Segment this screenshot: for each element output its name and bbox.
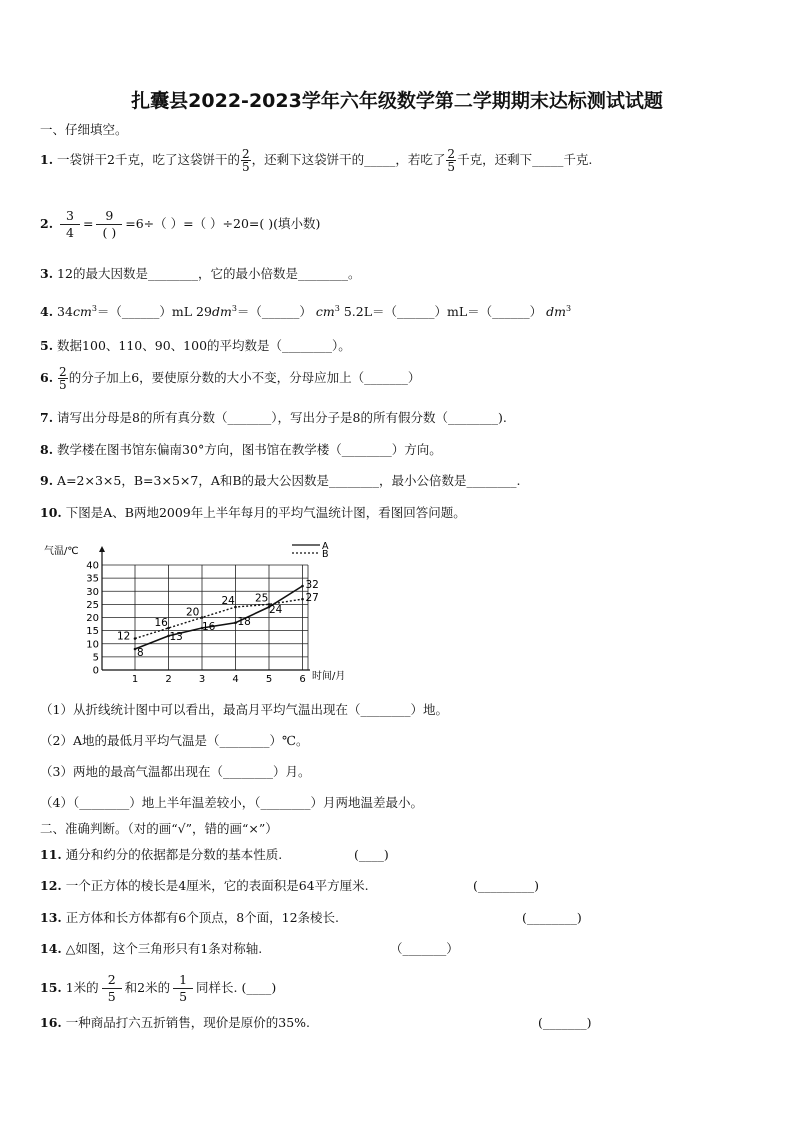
question-text: A=2×3×5，B=3×5×7，A和B的最大公因数是________，最小公倍数是________. <box>57 473 521 488</box>
exponent: 3 <box>231 304 237 313</box>
data-label-B: 24 <box>221 595 235 607</box>
unit-cm: cm <box>315 304 335 320</box>
fraction: $\frac{2}{5}$ <box>242 147 250 174</box>
question-number: 2. <box>40 216 54 231</box>
data-label-B: 20 <box>186 606 200 619</box>
y-axis-label: 气温/℃ <box>44 546 79 557</box>
data-point-B <box>134 637 137 640</box>
unit-cm: cm <box>72 304 92 320</box>
y-tick-label: 0 <box>92 665 99 677</box>
y-tick-label: 30 <box>86 586 99 598</box>
data-label-B: 27 <box>305 592 319 605</box>
question-number: 16. <box>40 1015 62 1030</box>
question-text: 通分和约分的依据都是分数的基本性质. <box>65 847 283 862</box>
exponent: 3 <box>91 304 97 313</box>
question-15 <box>40 972 276 1005</box>
question-number: 7. <box>40 410 54 425</box>
data-point-A <box>234 621 237 624</box>
question-9 <box>40 473 521 489</box>
legend-label-B: B <box>322 549 329 560</box>
x-tick-label: 6 <box>299 674 306 685</box>
data-label-A: 8 <box>137 647 144 659</box>
answer-blank[interactable]: (_______) <box>538 1015 592 1030</box>
question-4 <box>40 301 571 320</box>
data-point-A <box>301 585 304 588</box>
question-11 <box>40 847 282 863</box>
question-number: 12. <box>40 878 62 893</box>
question-10-sub-4: （4）（________）地上半年温差较小，（________）月两地温差最小。 <box>40 795 423 810</box>
question-text: 教学楼在图书馆东偏南30°方向，图书馆在教学楼（________）方向。 <box>57 442 442 457</box>
question-2 <box>40 208 320 241</box>
y-axis-arrow <box>99 546 105 552</box>
question-14 <box>40 941 262 957</box>
fraction: $\frac{3}{4}$ <box>60 208 80 241</box>
data-label-A: 18 <box>237 615 251 628</box>
question-number: 15. <box>40 980 62 995</box>
question-text: 同样长. (____) <box>196 980 277 995</box>
question-text: ＝（______） <box>236 304 312 320</box>
y-tick-label: 40 <box>86 560 99 572</box>
y-tick-label: 25 <box>86 599 99 611</box>
fraction: 9 ( ) <box>96 208 122 241</box>
question-number: 9. <box>40 473 54 488</box>
question-16 <box>40 1015 310 1031</box>
data-label-B: 25 <box>255 592 269 605</box>
fraction: $\frac{2}{5}$ <box>59 365 67 392</box>
question-number: 11. <box>40 847 62 862</box>
question-text: 数据100、110、90、100的平均数是（________）。 <box>57 338 351 353</box>
data-label-A: 32 <box>305 579 319 591</box>
question-text: 34 <box>57 304 73 320</box>
y-tick-label: 5 <box>92 652 99 664</box>
data-label-B: 12 <box>117 630 131 643</box>
answer-blank[interactable]: (_________) <box>473 878 540 893</box>
exponent: 3 <box>334 304 340 313</box>
x-tick-label: 3 <box>198 674 206 685</box>
question-text: 一种商品打六五折销售，现价是原价的35%. <box>65 1015 310 1030</box>
question-text: △如图，这个三角形只有1条对称轴. <box>65 941 263 956</box>
question-10-sub-3: （3）两地的最高气温都出现在（________）月。 <box>40 764 311 779</box>
section-2-heading: 二、准确判断。（对的画“√”，错的画“×”） <box>40 821 278 836</box>
question-10 <box>40 505 466 521</box>
question-8 <box>40 442 442 458</box>
question-13 <box>40 910 339 926</box>
question-text: ＝（______）mL 29 <box>96 304 212 320</box>
data-label-A: 16 <box>202 621 216 633</box>
data-label-B: 16 <box>154 617 168 629</box>
data-point-B <box>201 616 204 619</box>
question-number: 1. <box>40 152 54 167</box>
y-tick-label: 10 <box>86 639 99 651</box>
question-12 <box>40 878 369 894</box>
unit-dm: dm <box>546 304 567 320</box>
answer-blank[interactable]: （_______） <box>390 941 459 956</box>
question-text: =6÷（ ）=（ ）÷20=( )(填小数) <box>125 216 321 231</box>
question-text: 下图是A、B两地2009年上半年每月的平均气温统计图，看图回答问题。 <box>65 505 466 520</box>
fraction: $\frac{2}{5}$ <box>447 147 456 174</box>
question-5 <box>40 338 351 354</box>
page-title: 扎囊县2022-2023学年六年级数学第二学期期末达标测试试题 <box>131 90 663 112</box>
question-text: 1米的 <box>65 980 99 995</box>
data-point-B <box>301 598 304 601</box>
question-text: 请写出分母是8的所有真分数（_______），写出分子是8的所有假分数（________). <box>57 410 507 425</box>
question-text: ，还剩下这袋饼干的_____，若吃了 <box>251 152 446 167</box>
question-1 <box>40 148 592 173</box>
question-number: 14. <box>40 941 62 956</box>
question-number: 6. <box>40 370 54 385</box>
question-text: 5.2L＝（______）mL＝（______） <box>339 304 543 320</box>
equals-sign: = <box>83 216 94 231</box>
question-10-sub-2: （2）A地的最低月平均气温是（________）℃。 <box>40 733 309 748</box>
y-tick-label: 20 <box>86 613 99 624</box>
x-tick-label: 1 <box>131 674 139 685</box>
temperature-line-chart <box>40 538 370 688</box>
question-text: 一个正方体的棱长是4厘米，它的表面积是64平方厘米. <box>65 878 369 893</box>
question-text: 的分子加上6，要使原分数的大小不变，分母应加上（_______） <box>68 370 421 385</box>
x-tick-label: 2 <box>165 674 172 685</box>
exponent: 3 <box>566 304 572 313</box>
question-10-sub-1: （1）从折线统计图中可以看出，最高月平均气温出现在（________）地。 <box>40 702 448 717</box>
section-1-heading: 一、仔细填空。 <box>40 122 128 137</box>
question-7 <box>40 410 507 426</box>
question-text: 12的最大因数是________，它的最小倍数是________。 <box>57 266 361 281</box>
question-text: 一袋饼干2千克，吃了这袋饼干的 <box>57 152 241 167</box>
question-number: 4. <box>40 304 54 320</box>
question-6 <box>40 366 420 391</box>
x-axis-label: 时间/月 <box>312 671 346 682</box>
fraction: $\frac{1}{5}$ <box>173 972 193 1005</box>
question-number: 5. <box>40 338 54 353</box>
fraction: $\frac{2}{5}$ <box>102 972 122 1005</box>
x-tick-label: 5 <box>265 674 273 685</box>
data-label-A: 24 <box>269 604 283 616</box>
question-number: 13. <box>40 910 62 925</box>
y-tick-label: 15 <box>86 626 99 638</box>
unit-dm: dm <box>211 304 232 320</box>
question-text: 和2米的 <box>124 980 171 995</box>
y-tick-label: 35 <box>86 573 99 585</box>
question-number: 8. <box>40 442 54 457</box>
question-number: 10. <box>40 505 62 520</box>
question-number: 3. <box>40 266 54 281</box>
answer-blank[interactable]: (________) <box>522 910 582 925</box>
question-text: 正方体和长方体都有6个顶点，8个面，12条棱长. <box>65 910 340 925</box>
data-label-A: 13 <box>169 630 183 643</box>
x-tick-label: 4 <box>232 674 239 685</box>
legend-label-A: A <box>322 541 329 552</box>
question-text: 千克，还剩下_____千克. <box>457 152 593 167</box>
question-3 <box>40 266 360 282</box>
data-point-A <box>134 648 137 651</box>
answer-blank[interactable]: (____) <box>354 847 389 862</box>
